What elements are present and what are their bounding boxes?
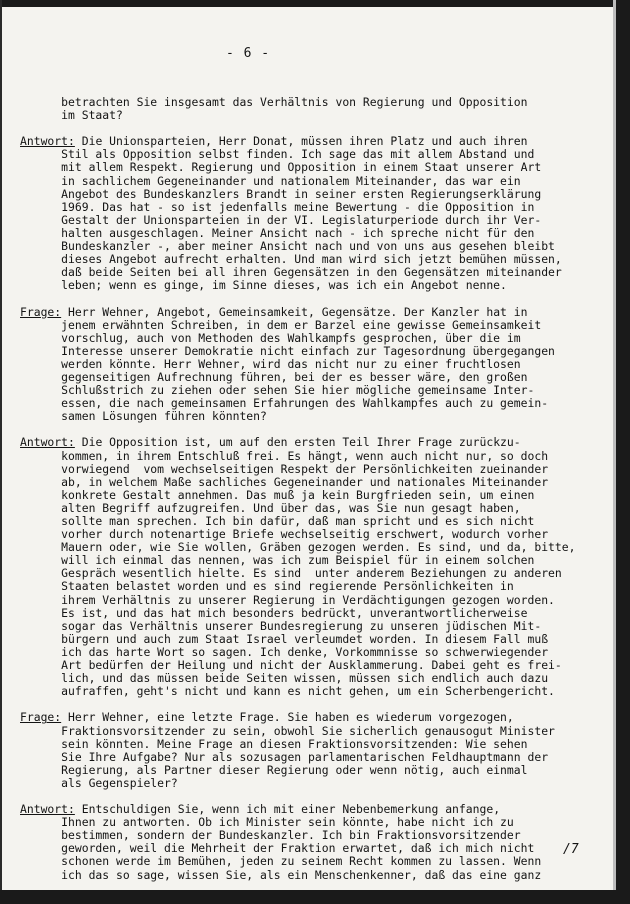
question-fragment [20,96,588,122]
line: essen, die nach gemeinsamen Erfahrungen des Wahlkampfes auch zu gemein- [20,396,549,411]
line: Es ist, und das hat mich besonders bedrückt, unverantwortlicherweise [20,605,528,620]
line: Mauern oder, wie Sie wollen, Gräben gezogen werden. Es sind, und da, bitte, [20,540,576,555]
line: Entschuldigen Sie, wenn ich mit einer Nebenbemerkung anfange, [74,802,501,817]
line: Schlußstrich zu ziehen oder sehen Sie hier mögliche gemeinsame Inter- [20,383,535,398]
line: Ihnen zu antworten. Ob ich Minister sein könnte, habe nicht ich zu [20,815,514,830]
line: daß beide Seiten bei all ihren Gegensätzen in den Gegensätzen miteinander [20,265,562,280]
line: will ich einmal das nennen, was ich zum Beispiel für in einem solchen [20,553,535,568]
line: werden könnte. Herr Wehner, wird das nicht nur zu einer fruchtlosen [20,356,521,371]
line: Die Unionsparteien, Herr Donat, müssen ihren Platz und auch ihren [74,134,528,149]
line: jenem erwähnten Schreiben, in dem er Barzel eine gewisse Gemeinsamkeit [20,317,542,332]
page-number: - 6 - [226,46,271,61]
continuation-mark: /7 [563,842,579,857]
line: gegenseitigen Aufrechnung führen, bei der es besser wäre, den großen [20,369,528,384]
scan-edge-bottom [0,890,630,904]
line: mit allem Respekt. Regierung und Opposition in einem Staat unserer Art [20,160,542,175]
answer-block [20,436,588,698]
scan-edge-right [616,0,630,904]
line: Herr Wehner, eine letzte Frage. Sie haben es wiederum vorgezogen, [61,710,514,725]
line: sein könnten. Meine Frage an diesen Fraktionsvorsitzenden: Wie sehen [20,736,528,751]
line: ich das harte Wort so sagen. Ich denke, Vorkommnisse so schwerwiegender [20,644,549,659]
answer-label: Antwort: [20,435,75,450]
line: aufraffen, geht's nicht und kann es nicht gehen, um ein Scherbengericht. [20,684,555,699]
answer-block [20,135,588,292]
line: halten ausgeschlagen. Meiner Ansicht nach - ich spreche nicht für den [20,225,535,240]
line: in sachlichem Gegeneinander und nationalem Miteinander, das war ein [20,173,521,188]
line: samen Lösungen führen könnten? [20,409,267,424]
line: im Staat? [20,108,123,123]
line: schonen werde im Bemühen, jeden zu seinem Recht kommen zu lassen. Wenn [20,854,542,869]
line: Staaten belastet worden und es sind regierende Persönlichkeiten in [20,579,514,594]
line: Gestalt der Unionsparteien in der VI. Legislaturperiode durch ihr Ver- [20,212,542,227]
question-block [20,711,588,790]
line: Stil als Opposition selbst finden. Ich sage das mit allem Abstand und [20,147,535,162]
line: Regierung, als Partner dieser Regierung oder wenn nötig, auch einmal [20,762,528,777]
line: vorwiegend vom wechselseitigen Respekt der Persönlichkeiten zueinander [20,461,549,476]
line: vorher durch notenartige Briefe wechselseitig erschwert, wodurch vorher [20,527,549,542]
line: vorschlug, auch von Methoden des Wahlkampfs gesprochen, über die im [20,330,521,345]
line: bürgern und auch zum Staat Israel verleumdet worden. In diesem Fall muß [20,631,549,646]
line: sollte man sprechen. Ich bin dafür, daß man spricht und es sich nicht [20,514,535,528]
line: Bundeskanzler -, aber meiner Ansicht nach und von uns aus gesehen bleibt [20,239,555,254]
line: alten Begriff aufzugreifen. Und über das, was Sie nun gesagt haben, [20,500,521,515]
line: Interesse unserer Demokratie nicht einfach zur Tagesordnung übergegangen [20,343,555,358]
line: lich, und das müssen beide Seiten wissen, müssen sich endlich auch dazu [20,671,549,686]
line: Art bedürfen der Heilung und nicht der Ausklammerung. Dabei geht es frei- [20,658,562,673]
line: kommen, in ihrem Entschluß frei. Es hängt, wenn auch nicht nur, so doch [20,448,549,463]
line: Fraktionsvorsitzender zu sein, obwohl Sie sicherlich genausogut Minister [20,723,555,738]
line: sogar das Verhältnis unserer Bundesregierung zu unseren jüdischen Mit- [20,618,542,633]
question-label: Frage: [20,710,62,725]
line: leben; wenn es ginge, im Sinne dieses, was ich ein Angebot nenne. [20,278,507,293]
line: ich das so sage, wissen Sie, als ein Menschenkenner, daß das eine ganz [20,867,542,882]
line: 1969. Das hat - so ist jedenfalls meine Bewertung - die Opposition in [20,199,535,214]
line: als Gegenspieler? [20,775,178,790]
document-body [20,96,588,882]
answer-label: Antwort: [20,134,75,149]
scan-edge-left [0,0,2,904]
line: ihrem Verhältnis zu unserer Regierung in Verdächtigungen gezogen worden. [20,592,555,607]
line: geworden, weil die Mehrheit der Fraktion erwartet, daß ich mich nicht [20,841,535,856]
line: dieses Angebot aufrecht erhalten. Und man wird sich jetzt bemühen müssen, [20,252,562,267]
line: Gespräch wesentlich hielte. Es sind unter anderem Beziehungen zu anderen [20,566,562,581]
line: Angebot des Bundeskanzlers Brandt in seiner ersten Regierungserklärung [20,186,542,201]
line: konkrete Gestalt annehmen. Das muß ja kein Burgfrieden sein, um einen [20,487,535,502]
line: betrachten Sie insgesamt das Verhältnis von Regierung und Opposition [20,95,528,109]
line: Die Opposition ist, um auf den ersten Teil Ihrer Frage zurückzu- [74,435,521,450]
line: bestimmen, sondern der Bundeskanzler. Ich bin Fraktionsvorsitzender [20,828,521,843]
line: Herr Wehner, Angebot, Gemeinsamkeit, Gegensätze. Der Kanzler hat in [61,304,528,319]
question-block [20,306,588,424]
line: Sie Ihre Aufgabe? Nur als sozusagen parlamentarischen Feldhauptmann der [20,749,549,764]
line: ab, in welchem Maße sachliches Gegeneinander und nationales Miteinander [20,474,549,489]
answer-block [20,803,588,882]
answer-label: Antwort: [20,802,75,817]
scan-edge-top [0,0,630,7]
question-label: Frage: [20,304,62,319]
